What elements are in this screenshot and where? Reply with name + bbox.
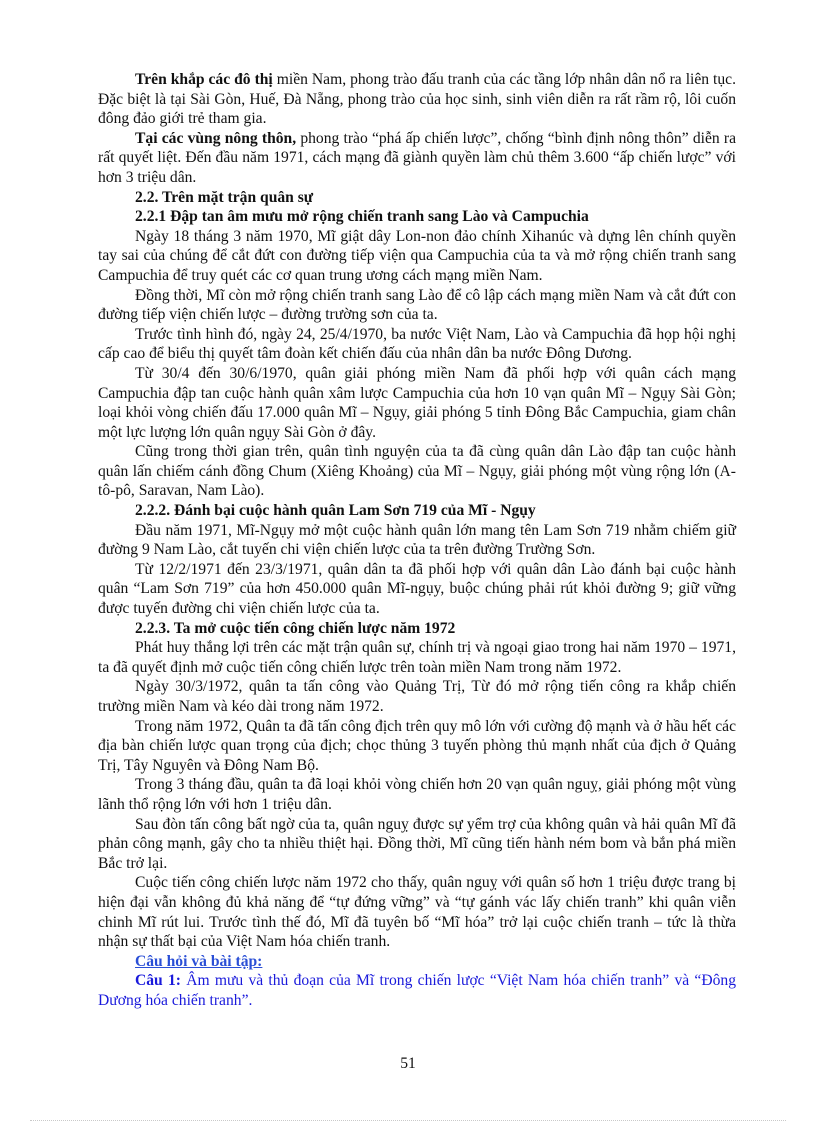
page-content <box>98 70 736 1011</box>
question-1 <box>98 971 736 1010</box>
paragraph-text: phong trào “phá ấp chiến lược”, chống “bình định nông thôn” diễn ra rất quyết liệt. Đến đầu năm 1971, cách mạng đã giành quyền làm chủ thêm 3.600 “ấp chiến lược” với hơn 3 triệu dân. <box>98 129 736 186</box>
section-heading-2-2-1: 2.2.1 Đập tan âm mưu mở rộng chiến tranh sang Lào và Campuchia <box>135 208 589 226</box>
paragraph: Cuộc tiến công chiến lược năm 1972 cho thấy, quân nguỵ với quân số hơn 1 triệu được trang bị hiện đại vẫn không đủ khả năng để “tự đứng vững” và “tự gánh vác lấy chiến tranh” khi quân viễn chinh Mĩ rút lui. Trước tình thế đó, Mĩ đã tuyên bố “Mĩ hóa” trở lại cuộc chiến tranh – tức là thừa nhận sự thất bại của Việt Nam hóa chiến tranh. <box>98 874 736 951</box>
section-heading-2-2-3: 2.2.3. Ta mở cuộc tiến công chiến lược năm 1972 <box>135 619 456 637</box>
paragraph: Sau đòn tấn công bất ngờ của ta, quân nguỵ được sự yểm trợ của không quân và hải quân Mĩ đã phản công mạnh, gây cho ta nhiều thiệt hại. Đồng thời, Mĩ cũng tiến hành ném bom và bắn phá miền Bắc trở lại. <box>98 815 736 872</box>
paragraph-lead: Tại các vùng nông thôn, <box>135 129 297 147</box>
question-label: Câu 1: <box>135 972 181 990</box>
paragraph-lead: Trên khắp các đô thị <box>135 71 273 88</box>
paragraph: Trong 3 tháng đầu, quân ta đã loại khỏi vòng chiến hơn 20 vạn quân nguỵ, giải phóng một vùng lãnh thổ rộng lớn với hơn 1 triệu dân. <box>98 776 736 813</box>
paragraph: Ngày 18 tháng 3 năm 1970, Mĩ giật dây Lon-non đảo chính Xihanúc và dựng lên chính quyền tay sai của chúng để cắt đứt con đường tiếp viện qua Campuchia của ta và mở rộng chiến tranh sang Campuchia để truy quét các cơ quan trung ương cách mạng miền Nam. <box>98 227 736 284</box>
section-heading-2-2-2: 2.2.2. Đánh bại cuộc hành quân Lam Sơn 719 của Mĩ - Ngụy <box>135 502 536 520</box>
paragraph-rural <box>98 129 736 188</box>
paragraph: Đầu năm 1971, Mĩ-Ngụy mở một cuộc hành quân lớn mang tên Lam Sơn 719 nhằm chiếm giữ đường 9 Nam Lào, cắt tuyến chi viện chiến lược của ta trên đường Trường Sơn. <box>98 521 736 559</box>
question-text: Âm mưu và thủ đoạn của Mĩ trong chiến lược “Việt Nam hóa chiến tranh” và “Đông Dương hóa chiến tranh”. <box>98 972 736 1009</box>
paragraph: Trước tình hình đó, ngày 24, 25/4/1970, ba nước Việt Nam, Lào và Campuchia đã họp hội nghị cấp cao để biểu thị quyết tâm đoàn kết chiến đấu của nhân dân ba nước Đông Dương. <box>98 325 736 363</box>
paragraph: Từ 12/2/1971 đến 23/3/1971, quân dân ta đã phối hợp với quân dân Lào đánh bại cuộc hành quân “Lam Sơn 719” của hơn 450.000 quân Mĩ-ngụy, buộc chúng phải rút khỏi đường 9; giữ vững được tuyến đường chi viện chiến lược của ta. <box>98 560 736 618</box>
paragraph: Từ 30/4 đến 30/6/1970, quân giải phóng miền Nam đã phối hợp với quân cách mạng Campuchia đập tan cuộc hành quân xâm lược Campuchia của hơn 10 vạn quân Mĩ – Ngụy Sài Gòn; loại khỏi vòng chiến đấu 17.000 quân Mĩ – Ngụy, giải phóng 5 tỉnh Đông Bắc Campuchia, giam chân một lực lượng lớn quân ngụy Sài Gòn ở đây. <box>98 364 736 441</box>
paragraph-urban <box>98 70 736 129</box>
paragraph: Cũng trong thời gian trên, quân tình nguyện của ta đã cùng quân dân Lào đập tan cuộc hành quân lấn chiếm cánh đồng Chum (Xiêng Khoảng) của Mĩ – Ngụy, giải phóng một vùng rộng lớn (A-tô-pô, Saravan, Nam Lào). <box>98 443 736 500</box>
paragraph-text: miền Nam, phong trào đấu tranh của các tầng lớp nhân dân nổ ra liên tục. Đặc biệt là tại Sài Gòn, Huế, Đà Nẵng, phong trào của học sinh, sinh viên diễn ra rất rầm rộ, lôi cuốn đông đảo giới trẻ tham gia. <box>98 71 736 128</box>
paragraph: Phát huy thắng lợi trên các mặt trận quân sự, chính trị và ngoại giao trong hai năm 1970 – 1971, ta đã quyết định mở cuộc tiến công chiến lược trên toàn miền Nam trong năm 1972. <box>98 639 736 676</box>
page-number: 51 <box>400 1055 416 1072</box>
paragraph: Trong năm 1972, Quân ta đã tấn công địch trên quy mô lớn với cường độ mạnh và ở hầu hết các địa bàn chiến lược quan trọng của địch; chọc thủng 3 tuyến phòng thủ mạnh nhất của địch ở Quảng Trị, Tây Nguyên và Đông Nam Bộ. <box>98 717 736 774</box>
page-bottom-divider <box>30 1120 786 1121</box>
section-heading-2-2: 2.2. Trên mặt trận quân sự <box>135 188 314 206</box>
paragraph: Ngày 30/3/1972, quân ta tấn công vào Quảng Trị, Từ đó mở rộng tiến công ra khắp chiến trường miền Nam và kéo dài trong năm 1972. <box>98 678 736 715</box>
paragraph: Đồng thời, Mĩ còn mở rộng chiến tranh sang Lào để cô lập cách mạng miền Nam và cắt đứt con đường tiếp viện chiến lược – đường trường sơn của ta. <box>98 286 736 324</box>
questions-title: Câu hỏi và bài tập: <box>135 952 263 970</box>
